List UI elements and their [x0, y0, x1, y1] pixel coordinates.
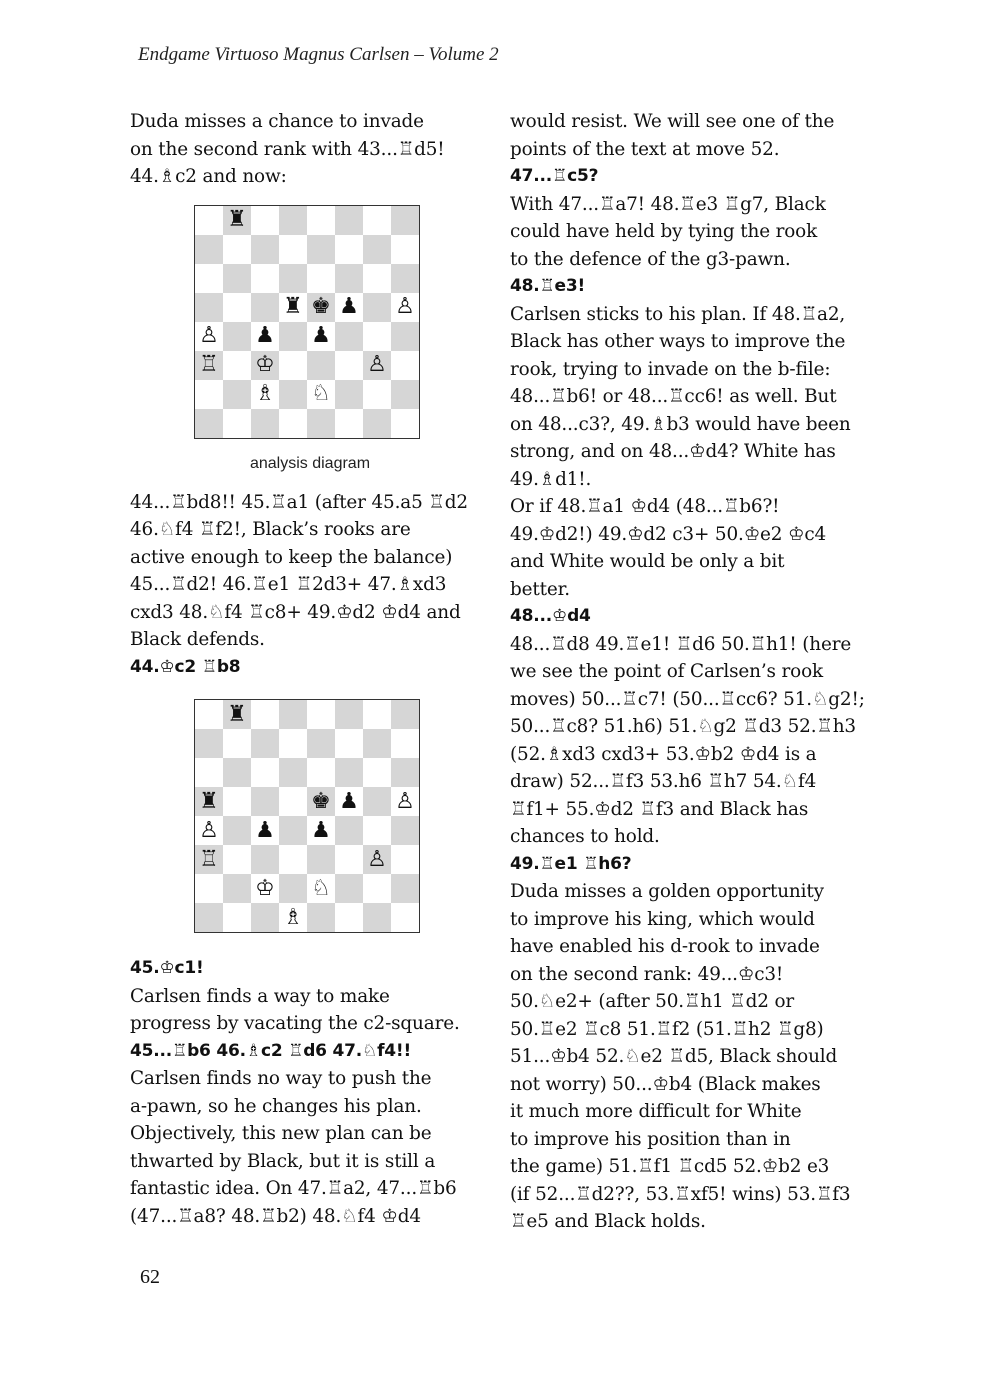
chess-piece-square: ♜ [223, 700, 251, 729]
board-square [335, 206, 363, 235]
board-square [391, 380, 419, 409]
board-square [335, 264, 363, 293]
board-square [279, 351, 307, 380]
chess-piece-square: ♖ [195, 845, 223, 874]
board-square [279, 845, 307, 874]
board-square [251, 787, 279, 816]
board-square [251, 293, 279, 322]
chess-piece-square: ♖ [195, 351, 223, 380]
board-square [391, 235, 419, 264]
paragraph: 44...♖bd8!! 45.♖a1 (after 45.a5 ♖d2 46.♘f4 ♖f2!, Black’s rooks are active enough to keep the balance) 45...♖d2! 46.♖e1 ♖2d3+ 47.♗xd3 cxd3 48.♘f4 ♖c8+ 49.♔d2 ♔d4 and Black defends. [130, 491, 468, 650]
chess-piece-square: ♘ [307, 380, 335, 409]
board-square [279, 729, 307, 758]
board-square [251, 264, 279, 293]
board-square [223, 874, 251, 903]
board-square [251, 758, 279, 787]
board-square [223, 293, 251, 322]
board-square [363, 409, 391, 438]
board-square [279, 206, 307, 235]
board-square [307, 903, 335, 932]
board-square [223, 758, 251, 787]
paragraph: Carlsen sticks to his plan. If 48.♖a2, Black has other ways to improve the rook, trying to invade on the b-file: 48...♖b6! or 48...♖cc6! as well. But on 48...c3?, 49.♗b3 would have been strong, and on 48...♔d4? White has 49.♗d1!. Or if 48.♖a1 ♔d4 (48...♖b6?! 49.♔d2!) 49.♔d2 c3+ 50.♔e2 ♔c4 and White would be only a bit better. [510, 303, 851, 600]
board-square [335, 409, 363, 438]
board-square [335, 351, 363, 380]
board-square [307, 235, 335, 264]
move-heading: 45.♔c1! [130, 958, 204, 978]
board-square [279, 322, 307, 351]
board-square [251, 235, 279, 264]
board-square [363, 322, 391, 351]
board-square [363, 206, 391, 235]
chess-piece-square: ♚ [307, 787, 335, 816]
chess-piece-square: ♙ [391, 293, 419, 322]
board-square [391, 409, 419, 438]
board-square [391, 351, 419, 380]
board-square [335, 729, 363, 758]
paragraph: Carlsen finds no way to push the a-pawn, so he changes his plan. Objectively, this new plan can be thwarted by Black, but it is still a fantastic idea. On 47.♖a2, 47...♖b6 (47...♖a8? 48.♖b2) 48.♘f4 ♔d4 [130, 1068, 457, 1227]
running-header: Endgame Virtuoso Magnus Carlsen – Volume 2 [138, 44, 499, 65]
chess-piece-square: ♗ [251, 380, 279, 409]
chess-diagram-analysis [194, 205, 420, 439]
board-square [195, 264, 223, 293]
board-square [363, 293, 391, 322]
chess-piece-square: ♜ [195, 787, 223, 816]
chess-piece-square: ♜ [279, 293, 307, 322]
board-square [307, 206, 335, 235]
board-square [279, 409, 307, 438]
board-square [391, 816, 419, 845]
chess-piece-square: ♔ [251, 351, 279, 380]
paragraph: 48...♖d8 49.♖e1! ♖d6 50.♖h1! (here we see the point of Carlsen’s rook moves) 50...♖c7! (50...♖cc6? 51.♘g2!; 50...♖c8? 51.h6) 51.♘g2 ♖d3 52.♖h3 (52.♗xd3 cxd3+ 53.♔b2 ♔d4 is a draw) 52...♖f3 53.h6 ♖h7 54.♘f4 ♖f1+ 55.♔d2 ♖f3 and Black has chances to hold. [510, 633, 865, 847]
board-square [335, 845, 363, 874]
chess-diagram-game [194, 699, 420, 933]
board-square [195, 293, 223, 322]
chess-piece-square: ♙ [195, 322, 223, 351]
board-square [223, 264, 251, 293]
board-square [195, 874, 223, 903]
board-square [363, 903, 391, 932]
board-square [335, 758, 363, 787]
board-square [391, 874, 419, 903]
board-square [307, 409, 335, 438]
board-square [195, 409, 223, 438]
board-square [363, 758, 391, 787]
board-square [391, 264, 419, 293]
board-square [195, 700, 223, 729]
board-square [251, 700, 279, 729]
chess-piece-square: ♘ [307, 874, 335, 903]
chess-piece-square: ♟ [251, 816, 279, 845]
chess-piece-square: ♚ [307, 293, 335, 322]
move-heading: 45...♖b6 46.♗c2 ♖d6 47.♘f4!! [130, 1040, 412, 1061]
board-square [363, 729, 391, 758]
board-square [307, 845, 335, 874]
board-square [307, 758, 335, 787]
board-square [307, 700, 335, 729]
board-square [335, 235, 363, 264]
board-square [223, 787, 251, 816]
board-square [223, 816, 251, 845]
board-square [391, 845, 419, 874]
board-square [223, 903, 251, 932]
board-square [363, 816, 391, 845]
board-square [279, 787, 307, 816]
board-square [335, 700, 363, 729]
chess-piece-square: ♙ [363, 845, 391, 874]
chess-piece-square: ♙ [195, 816, 223, 845]
board-square [195, 380, 223, 409]
chess-piece-square: ♔ [251, 874, 279, 903]
board-square [251, 903, 279, 932]
board-square [363, 787, 391, 816]
board-square [223, 409, 251, 438]
board-square [335, 816, 363, 845]
board-square [251, 729, 279, 758]
board-square [307, 351, 335, 380]
board-square [335, 322, 363, 351]
move-heading: 49.♖e1 ♖h6? [510, 853, 632, 874]
board-square [363, 235, 391, 264]
board-square [251, 409, 279, 438]
right-column [510, 108, 870, 1236]
board-square [279, 380, 307, 409]
board-square [391, 729, 419, 758]
chess-piece-square: ♜ [223, 206, 251, 235]
board-square [279, 758, 307, 787]
board-square [195, 235, 223, 264]
board-square [279, 264, 307, 293]
board-square [363, 264, 391, 293]
board-square [195, 758, 223, 787]
board-square [307, 264, 335, 293]
board-square [279, 874, 307, 903]
board-square [195, 206, 223, 235]
board-square [279, 816, 307, 845]
board-square [391, 903, 419, 932]
board-square [279, 235, 307, 264]
chess-piece-square: ♟ [335, 293, 363, 322]
board-square [251, 206, 279, 235]
board-square [195, 903, 223, 932]
board-square [391, 758, 419, 787]
chess-piece-square: ♗ [279, 903, 307, 932]
board-square [363, 380, 391, 409]
paragraph: Carlsen finds a way to make progress by vacating the c2-square. [130, 985, 460, 1034]
board-square [223, 351, 251, 380]
move-heading: 48.♖e3! [510, 276, 586, 296]
chess-piece-square: ♟ [251, 322, 279, 351]
move-heading: 47...♖c5? [510, 166, 599, 186]
board-square [195, 729, 223, 758]
board-square [279, 700, 307, 729]
chess-piece-square: ♟ [335, 787, 363, 816]
chess-piece-square: ♟ [307, 322, 335, 351]
board-square [223, 235, 251, 264]
left-column [130, 108, 490, 1230]
paragraph: Duda misses a chance to invade on the second rank with 43...♖d5! 44.♗c2 and now: [130, 111, 445, 187]
board-square [223, 845, 251, 874]
board-square [391, 322, 419, 351]
move-heading: 48...♔d4 [510, 606, 591, 626]
paragraph: With 47...♖a7! 48.♖e3 ♖g7, Black could have held by tying the rook to the defence of the g3-pawn. [510, 193, 826, 270]
board-square [223, 322, 251, 351]
board-square [391, 700, 419, 729]
board-square [391, 206, 419, 235]
board-square [335, 874, 363, 903]
page-number: 62 [140, 1266, 160, 1288]
board-square [251, 845, 279, 874]
paragraph: would resist. We will see one of the points of the text at move 52. [510, 111, 835, 160]
chess-piece-square: ♟ [307, 816, 335, 845]
move-heading: 44.♔c2 ♖b8 [130, 656, 241, 677]
board-square [363, 700, 391, 729]
chess-piece-square: ♙ [363, 351, 391, 380]
board-square [335, 380, 363, 409]
board-square [223, 380, 251, 409]
board-square [307, 729, 335, 758]
board-square [363, 874, 391, 903]
board-square [223, 729, 251, 758]
board-square [335, 903, 363, 932]
chess-piece-square: ♙ [391, 787, 419, 816]
paragraph: Duda misses a golden opportunity to improve his king, which would have enabled his d-rook to invade on the second rank: 49...♔c3! 50.♘e2+ (after 50.♖h1 ♖d2 or 50.♖e2 ♖c8 51.♖f2 (51.♖h2 ♖g8) 51...♔b4 52.♘e2 ♖d5, Black should not worry) 50...♔b4 (Black makes it much more difficult for White to improve his position than in the game) 51.♖f1 ♖cd5 52.♔b2 e3 (if 52...♖d2??, 53.♖xf5! wins) 53.♖f3 ♖e5 and Black holds. [510, 881, 851, 1232]
diagram-caption: analysis diagram [249, 454, 371, 472]
